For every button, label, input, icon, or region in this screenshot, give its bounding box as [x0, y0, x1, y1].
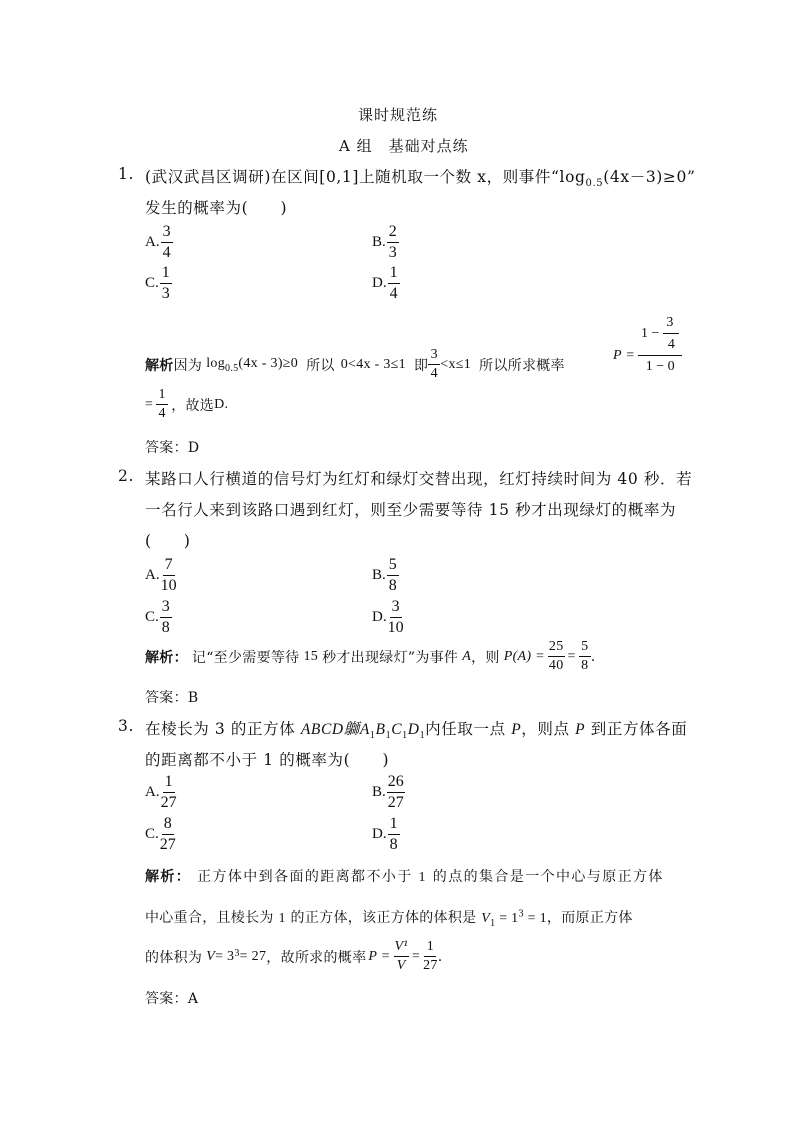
fraction: $\frac{26}{27}$: [387, 773, 404, 811]
question-1-log-base: 0.5: [585, 178, 604, 190]
fraction: $\frac{5}{8}$: [388, 556, 397, 594]
fraction: $\frac{1}{27}$: [423, 939, 438, 973]
question-3-option-d: D. $\frac{1}{8}$: [372, 815, 398, 853]
question-2-line-2: 一名行人来到该路口遇到红灯，则至少需要等待 15 秒才出现绿灯的概率为: [145, 501, 677, 519]
question-1-line-1: [145, 165, 696, 189]
question-2-option-a: A. $\frac{7}{10}$: [145, 556, 177, 594]
question-1-answer: 答案：D: [145, 440, 200, 456]
question-1-option-c: C. $\frac{1}{3}$: [145, 264, 170, 302]
fraction: $\frac{3}{8}$: [161, 598, 170, 636]
question-1-option-d: D. $\frac{1}{4}$: [372, 264, 398, 302]
fraction: $\frac{1}{4}$: [389, 264, 398, 302]
question-1-line-2: 发生的概率为( ): [145, 199, 288, 217]
question-3-solution-line-3: 的体积为 V = 3 $^3$ = 27 ，故所求的概率 P = $\frac{\text{V¹}}{V}$ = $\frac{1}{27}$ .: [145, 939, 443, 973]
question-1-big-fraction: 1 − $\frac{3}{4}$ 1 − 0: [638, 316, 682, 374]
question-3-line-1: 在棱长为 3 的正方体 ABCD鶳$A_1B_1C_1D_1$内任取一点 P，则点 P 到正方体各面: [145, 720, 688, 742]
fraction: $\frac{1}{4}$: [156, 388, 168, 421]
fraction: $\frac{2}{3}$: [388, 223, 397, 261]
section-heading: A 组 基础对点练: [339, 137, 469, 155]
question-3-answer: 答案：A: [145, 991, 199, 1007]
question-3-solution-line-2: 中心重合，且棱长为 1 的正方体，该正方体的体积是 $V_1 = 1^3 = 1$，而原正方体: [145, 908, 633, 929]
question-3-option-b: B. $\frac{26}{27}$: [372, 773, 404, 811]
fraction: $\frac{1}{27}$: [160, 773, 177, 811]
question-1-text-a: (武汉武昌区调研)在区间[0,1]上随机取一个数 x，则事件“log: [145, 168, 586, 186]
question-3-option-c: C. $\frac{8}{27}$: [145, 815, 176, 853]
question-2-option-b: B. $\frac{5}{8}$: [372, 556, 397, 594]
fraction: $\frac{25}{40}$: [548, 639, 564, 673]
fraction: $\frac{1}{8}$: [389, 815, 398, 853]
solution-label: 解析：: [145, 869, 192, 885]
fraction: $\frac{3}{10}$: [387, 598, 404, 636]
question-1-option-b: B. $\frac{2}{3}$: [372, 223, 397, 261]
solution-label: 解析：: [145, 649, 188, 666]
question-2-answer: 答案：B: [145, 690, 199, 706]
fraction: $\frac{3}{4}$: [162, 223, 171, 261]
fraction: $\frac{3}{4}$: [428, 348, 440, 381]
fraction: $\frac{5}{8}$: [579, 640, 591, 673]
question-2-option-d: D. $\frac{3}{10}$: [372, 598, 404, 636]
fraction: $\frac{1}{3}$: [161, 264, 170, 302]
question-3-option-a: A. $\frac{1}{27}$: [145, 773, 177, 811]
fraction: $\frac{8}{27}$: [159, 815, 176, 853]
question-2-line-1: 某路口人行横道的信号灯为红灯和绿灯交替出现，红灯持续时间为 40 秒．若: [145, 470, 693, 488]
question-2-solution: 解析： 记“至少需要等待 15 秒才出现绿灯”为事件 A ，则 P(A) = $\frac{25}{40}$ = $\frac{5}{8}$ .: [145, 639, 596, 673]
question-3-number: 3.: [118, 717, 134, 735]
question-1-solution-line-2: = $\frac{1}{4}$ ，故选 D.: [145, 387, 229, 421]
question-3-line-2: 的距离都不小于 1 的概率为( ): [145, 751, 390, 769]
question-3-solution-line-1: 解析： 正方体中到各面的距离都不小于 1 的点的集合是一个中心与原正方体: [145, 869, 664, 885]
fraction: $\frac{\text{V¹}}{V}$: [394, 939, 408, 973]
question-2-number: 2.: [118, 467, 134, 485]
question-1-number: 1.: [118, 165, 134, 183]
question-2-line-3: ( ): [145, 532, 191, 550]
question-2-option-c: C. $\frac{3}{8}$: [145, 598, 170, 636]
question-1-text-b: (4x－3)≥0”: [603, 168, 696, 186]
question-1-probability-symbol: P =: [613, 348, 636, 363]
page-title: 课时规范练: [358, 106, 439, 124]
question-1-option-a: A. $\frac{3}{4}$: [145, 223, 171, 261]
question-1-solution-line-1: 解析 因为 $\log_{0.5}(4x - 3)\ge 0$ 所以 0<4x - 3≤1 即 $\frac{3}{4}$ <x≤1 所以所求概率: [145, 347, 565, 381]
fraction: $\frac{7}{10}$: [160, 556, 177, 594]
solution-label: 解析: [145, 357, 174, 374]
fraction: $\frac{3}{4}$: [663, 316, 679, 352]
